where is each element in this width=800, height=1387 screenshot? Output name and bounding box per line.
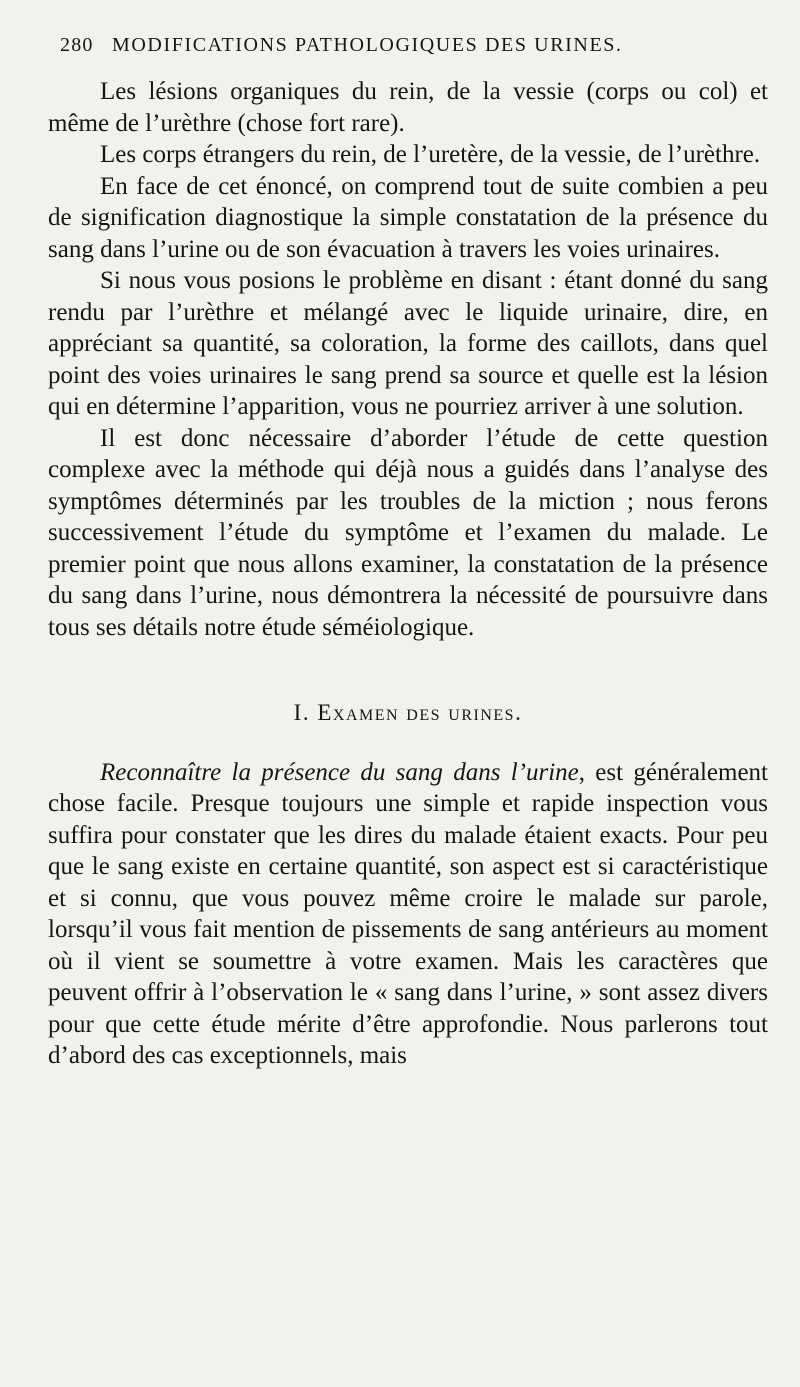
page-number: 280 xyxy=(60,34,94,56)
section-title: Examen des urines. xyxy=(317,700,523,725)
body-text xyxy=(48,76,768,1072)
book-page xyxy=(48,0,768,1387)
paragraph-methode: Il est donc nécessaire d’aborder l’étude de cette question complexe avec la méthode qui déjà nous a guidés dans l’analyse des symptômes déterminés par les troubles de la miction ; nous ferons successivement l’étude du symptôme et l’examen du malade. Le premier point que nous allons examiner, la constatation de la présence du sang dans l’urine, nous démontrera la nécessité de poursuivre dans tous ses détails notre étude séméiologique. xyxy=(48,424,768,641)
section-heading xyxy=(48,697,768,729)
paragraph-lesions: Les lésions organiques du rein, de la vessie (corps ou col) et même de l’urèthre (chose fort rare). xyxy=(48,78,768,137)
paragraph-reconnaitre xyxy=(48,757,768,1072)
paragraph-reconnaitre-text: , est généralement chose facile. Presque toujours une simple et rapide inspection vous suffira pour constater que les dires du malade étaient exacts. Pour peu que le sang existe en certaine quantité, son aspect est si caractéristique et si connu, que vous pouvez même croire le malade sur parole, lorsqu’il vous fait mention de pissements de sang antérieurs au moment où il vient se soumettre à votre examen. Mais les caractères que peuvent offrir à l’observation le « sang dans l’urine, » sont assez divers pour que cette étude mérite d’être approfondie. Nous parlerons tout d’abord des cas exceptionnels, mais xyxy=(48,758,769,1069)
running-title: MODIFICATIONS PATHOLOGIQUES DES URINES. xyxy=(112,34,623,56)
paragraph-probleme: Si nous vous posions le problème en disant : étant donné du sang rendu par l’urèthre et mélangé avec le liquide urinaire, dire, en appréciant sa quantité, sa coloration, la forme des caillots, dans quel point des voies urinaires le sang prend sa source et quelle est la lésion qui en détermine l’apparition, vous ne pourriez arriver à une solution. xyxy=(48,267,768,420)
paragraph-corps-etrangers: Les corps étrangers du rein, de l’uretère, de la vessie, de l’urèthre. xyxy=(100,141,761,168)
section-number: I. xyxy=(293,700,311,725)
paragraph-enonce: En face de cet énoncé, on comprend tout de suite combien a peu de signification diagnostique la simple constatation de la présence du sang dans l’urine ou de son évacuation à travers les voies urinaires. xyxy=(48,172,768,263)
italic-lead: Reconnaître la présence du sang dans l’urine xyxy=(100,758,579,786)
running-header xyxy=(60,34,768,62)
